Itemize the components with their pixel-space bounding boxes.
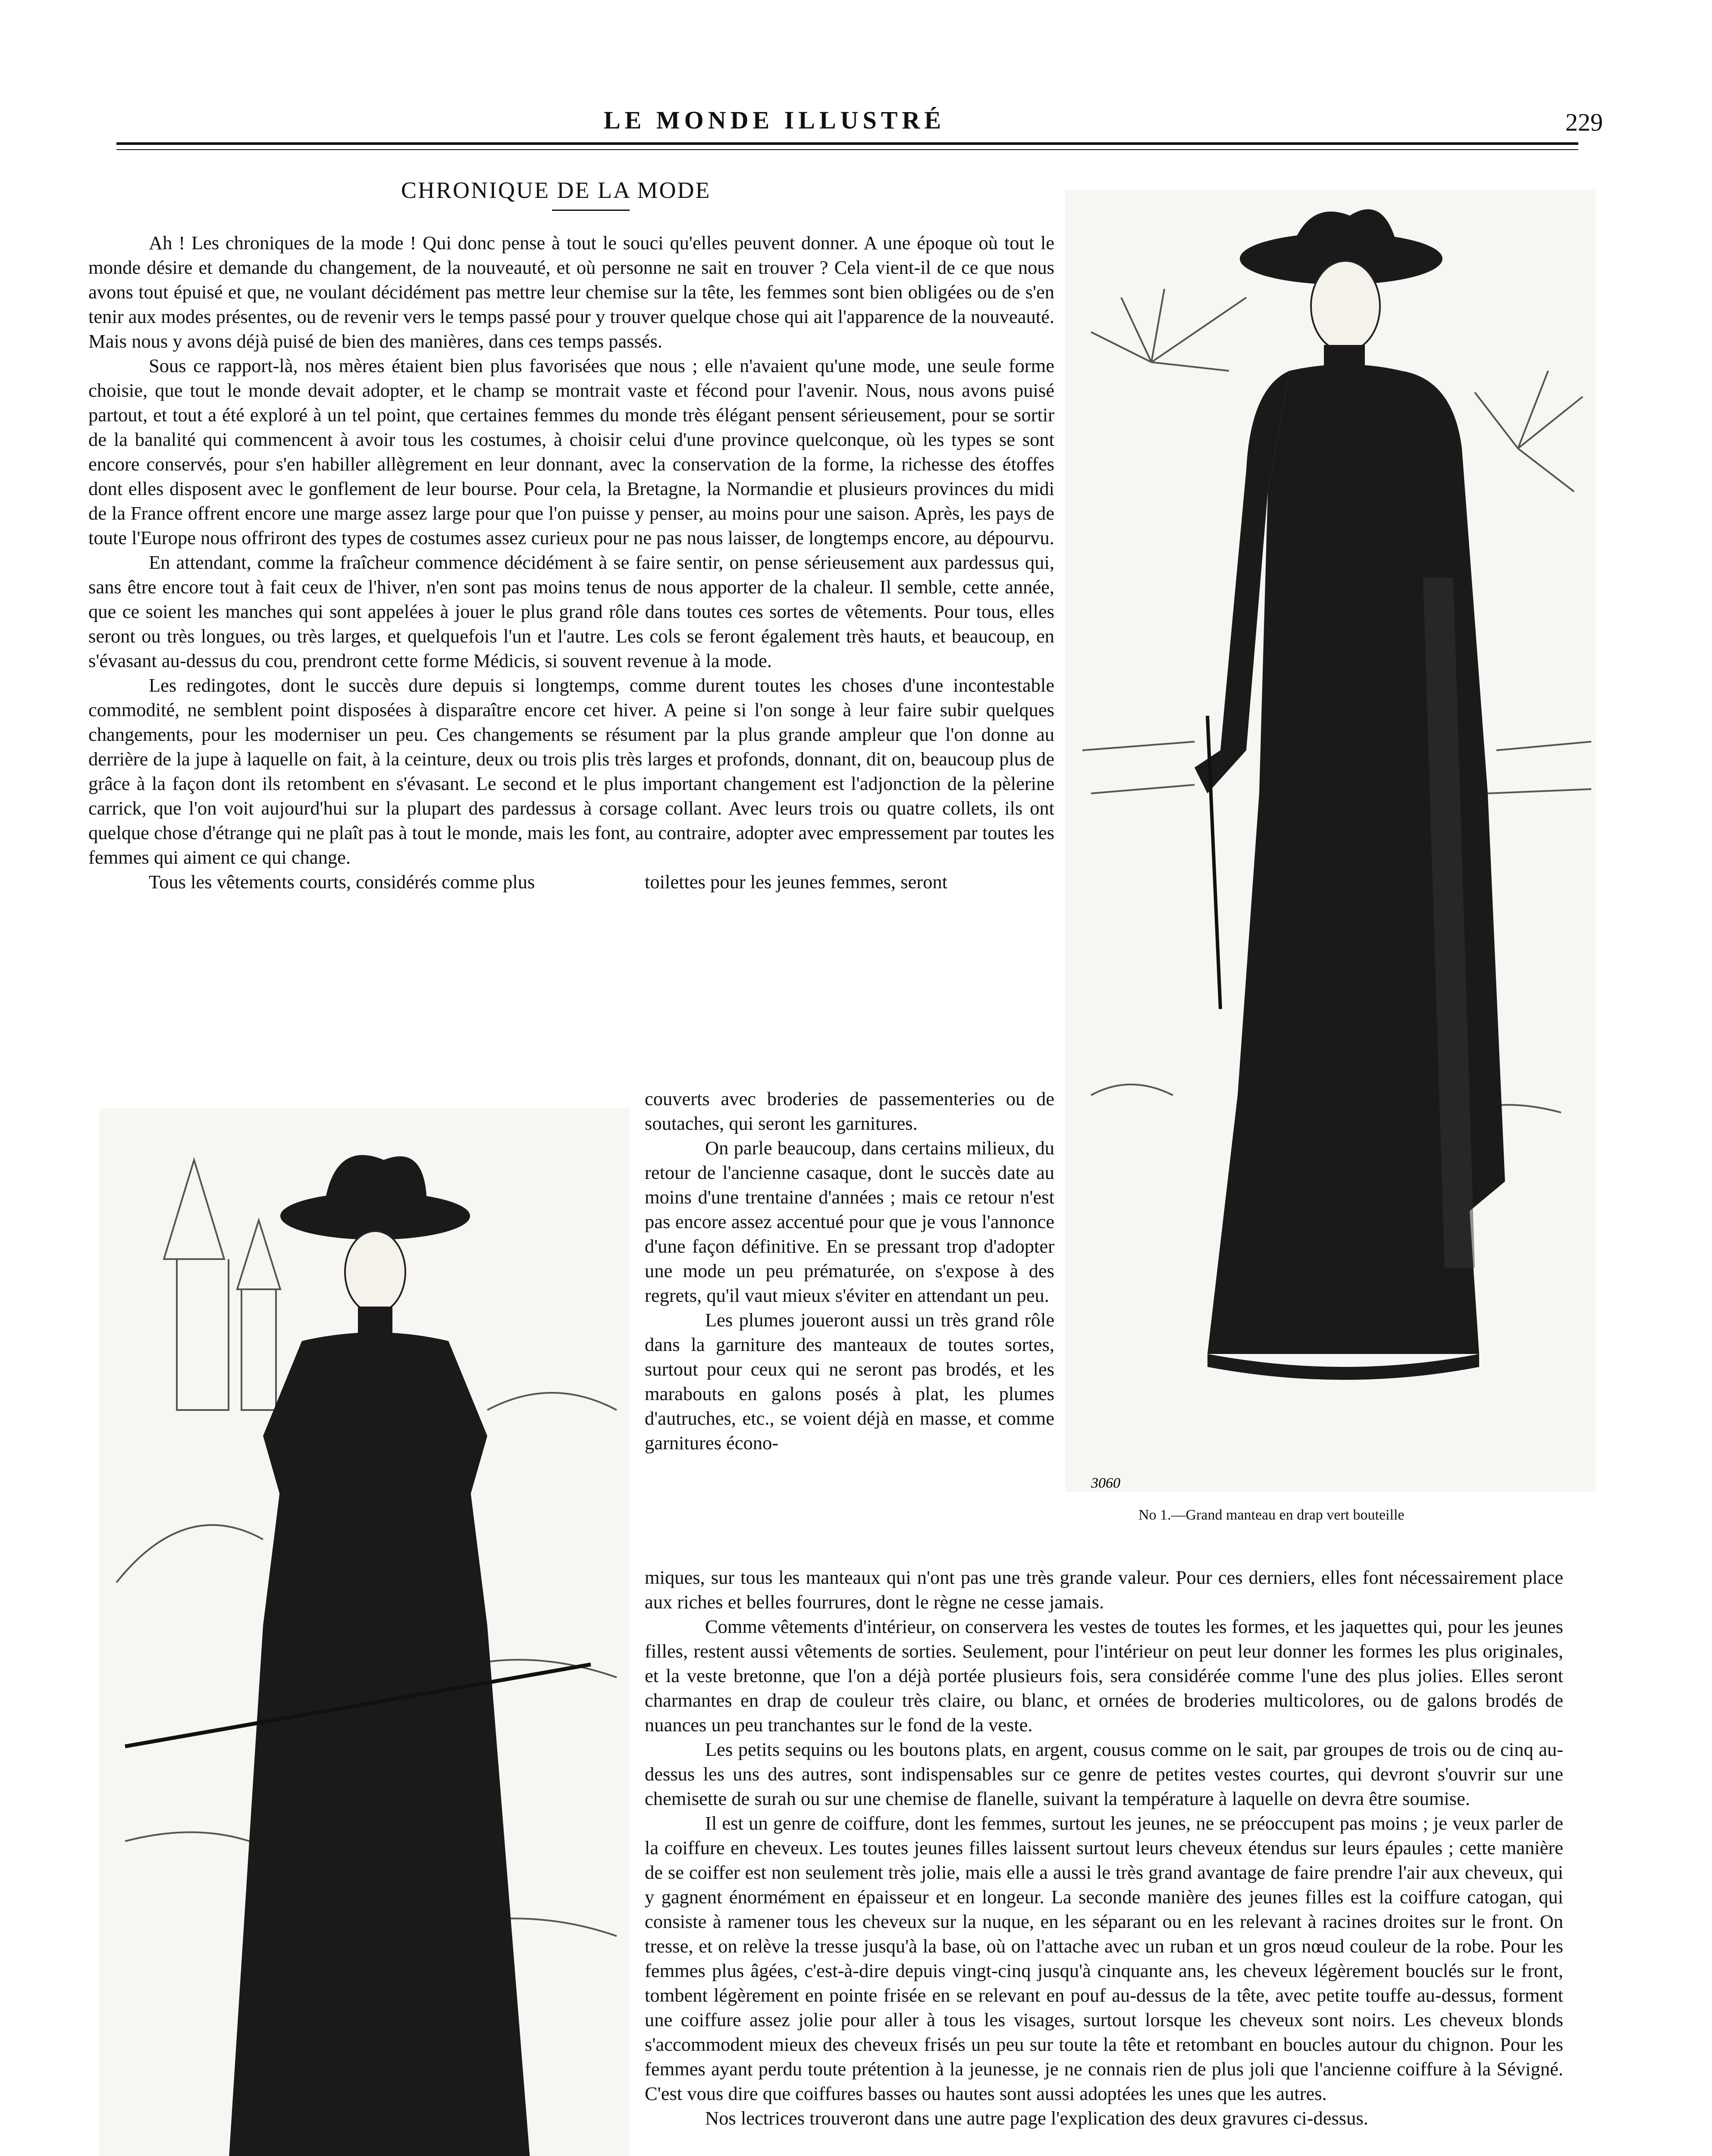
paragraph: Il est un genre de coiffure, dont les femmes, surtout les jeunes, ne se préoccupent pas moins ; je veux parler de la coiffure en cheveux. Les toutes jeunes filles laissent surtout leurs cheveux étendus sur leurs épaules ; cette manière de se coiffer est non seulement très jolie, mais elle a aussi le très grand avantage de faire prendre l'air aux cheveux, qui y gagnent énormément en épaisseur et en longeur. La seconde manière des jeunes filles est la coiffure catogan, qui consiste à ramener tous les cheveux sur la nuque, en les séparant ou en les relevant à racines droites sur le front. On tresse, et on relève la tresse jusqu'à la base, où on l'attache avec un ruban et un gros nœud couleur de la robe. Pour les femmes plus âgées, c'est-à-dire depuis vingt-cinq jusqu'à cinquante ans, les cheveux légèrement bouclés sur le front, tombent légèrement en pointe frisée en se relevant en pouf au-dessus de la tête, avec petite touffe au-dessus, forment une coiffure assez jolie pour aller à tous les visages, surtout lorsque les cheveux sont noirs. Les cheveux blonds s'accommodent mieux des cheveux frisés un peu sur toute la tête et retombant en boucles autour du chignon. Pour les femmes ayant perdu toute prétention à la jeunesse, je ne connais rien de plus joli que l'ancienne coiffure à la Sévigné. C'est vous dire que coiffures basses ou hautes sont aussi adoptées les unes que les autres. [645,1812,1563,2104]
paragraph: Nos lectrices trouveront dans une autre page l'explication des deux gravures ci-dessus. [705,2107,1368,2129]
paragraph: miques, sur tous les manteaux qui n'ont pas une très grande valeur. Pour ces derniers, elles font nécessairement place aux riches et belles fourrures, dont le règne ne cesse jamais. [645,1567,1563,1613]
paragraph: Sous ce rapport-là, nos mères étaient bien plus favorisées que nous ; elle n'avaient qu'une mode, une seule forme choisie, que tout le monde devait adopter, et le champ se montrait vaste et fécond pour l'avenir. Nous, nous avons puisé partout, et tout a été exploré à un tel point, que certaines femmes du monde très élégant pensent sérieusement, pour se sortir de la banalité qui commencent à avoir tous les costumes, à choisir celui d'une province quelconque, où les types se sont encore conservés, pour s'en habiller allègrement en leur donnant, avec la conservation de la forme, la richesse des étoffes dont elles disposent avec le gonflement de leur bourse. Pour cela, la Bretagne, la Normandie et plusieurs provinces du midi de la France offrent encore une marge assez large pour que l'on puisse y penser, au moins pour une saison. Après, les pays de toute l'Europe nous offriront des types de costumes assez curieux pour ne pas nous laisser, de longtemps encore, au dépourvu. [88,355,1054,548]
title-rule [552,210,630,211]
article-body-bottom [645,1565,1563,2131]
paragraph: On parle beaucoup, dans certains milieux, du retour de l'ancienne casaque, dont le succès date au moins d'une trentaine d'années ; mais ce retour n'est pas encore assez accentué pour que je vous l'annonce d'une façon définitive. En se pressant trop d'adopter une mode un peu prématurée, on s'expose à des regrets, qu'il vaut mieux s'éviter en attendant un peu. [645,1137,1054,1306]
article-body-middle [645,1087,1054,1455]
paragraph: Les redingotes, dont le succès dure depuis si longtemps, comme durent toutes les choses d'une incontestable commodité, ne semblent point disposées à disparaître encore cet hiver. A peine si l'on songe à leur faire subir quelques changements, pour les moderniser un peu. Ces changements se résument par la plus grande ampleur que l'on donne au derrière de la jupe à laquelle on fait, à la ceinture, deux ou trois plis très larges et profonds, donnant, dit on, beaucoup plus de grâce à la façon dont ils retombent en s'évasant. Le second et le plus important changement est l'adjonction de la pèlerine carrick, que l'on voit aujourd'hui sur la plupart des pardessus à corsage collant. Avec leurs trois ou quatre collets, ils ont quelque chose d'étrange qui ne plaît pas à tout le monde, mais les font, au contraire, adopter avec empressement par toutes les femmes qui aiment ce qui change. [88,674,1054,868]
fashion-plate-2 [99,1108,630,2156]
masthead: LE MONDE ILLUSTRÉ [604,106,946,134]
plate-number-1: 3060 [1091,1475,1120,1491]
header-rule [116,142,1578,145]
article-body-top [88,231,1054,894]
woman-figure-2 [229,1155,530,2156]
paragraph: Comme vêtements d'intérieur, on conservera les vestes de toutes les formes, et les jaquettes qui, pour les jeunes filles, restent aussi vêtements de sorties. Seulement, pour l'intérieur on peut leur donner les formes les plus originales, et la veste bretonne, que l'on a déjà portée plusieurs fois, sera considérée comme l'une des plus jolies. Elles seront charmantes en drap de couleur très claire, ou blanc, et ornées de broderies multicolores, ou de galons brodés de nuances un peu tranchantes sur le fond de la veste. [645,1616,1563,1736]
paragraph: Les petits sequins ou les boutons plats, en argent, cousus comme on le sait, par groupes de trois ou de cinq au-dessus les uns des autres, sont indispensables sur ce genre de petites vestes courtes, qui devront s'ouvrir sur une chemisette de surah ou sur une chemise de flanelle, suivant la température à laquelle on devra être soumise. [645,1739,1563,1809]
split-line-left: Tous les vêtements courts, considérés comme plus [149,871,535,893]
header-rule-thin [116,149,1578,150]
paragraph: Ah ! Les chroniques de la mode ! Qui donc pense à tout le souci qu'elles peuvent donner. A une époque où tout le monde désire et demande du changement, de la nouveauté, et où personne ne sait en trouver ? Cela vient-il de ce que nous avons tout épuisé et que, ne voulant décidément pas mettre leur chemise sur la tête, les femmes sont bien obligées ou de s'en tenir aux modes présentes, ou de revenir vers le temps passé pour y trouver quelque chose qui ait l'apparence de la nouveauté. Mais nous y avons déjà puisé de bien des manières, dans ces temps passés. [88,232,1054,352]
paragraph: couverts avec broderies de passementeries ou de soutaches, qui seront les garnitures. [645,1088,1054,1134]
paragraph: En attendant, comme la fraîcheur commence décidément à se faire sentir, on pense sérieusement aux pardessus qui, sans être encore tout à fait ceux de l'hiver, n'en sont pas moins tenus de nous apporter de la chaleur. Il semble, cette année, que ce soient les manches qui sont appelées à jouer le plus grand rôle dans toutes ces sortes de vêtements. Pour tous, elles seront ou très longues, ou très larges, et quelquefois l'un et l'autre. Les cols se feront également très hauts, et beaucoup, en s'évasant au-dessus du cou, prendront cette forme Médicis, si souvent revenue à la mode. [88,552,1054,671]
split-line-right: toilettes pour les jeunes femmes, seront [645,871,947,893]
caption-plate-1: No 1.—Grand manteau en drap vert bouteille [1138,1507,1405,1523]
page-number: 229 [1565,108,1603,136]
paragraph: Les plumes joueront aussi un très grand rôle dans la garniture des manteaux de toutes sortes, surtout pour ceux qui ne seront pas brodés, et les marabouts en galons posés à plat, les plumes d'autruches, etc., se voient déjà en masse, et comme garnitures écono- [645,1309,1054,1454]
article-title: CHRONIQUE DE LA MODE [401,177,711,203]
fashion-plate-1 [1065,190,1596,1492]
